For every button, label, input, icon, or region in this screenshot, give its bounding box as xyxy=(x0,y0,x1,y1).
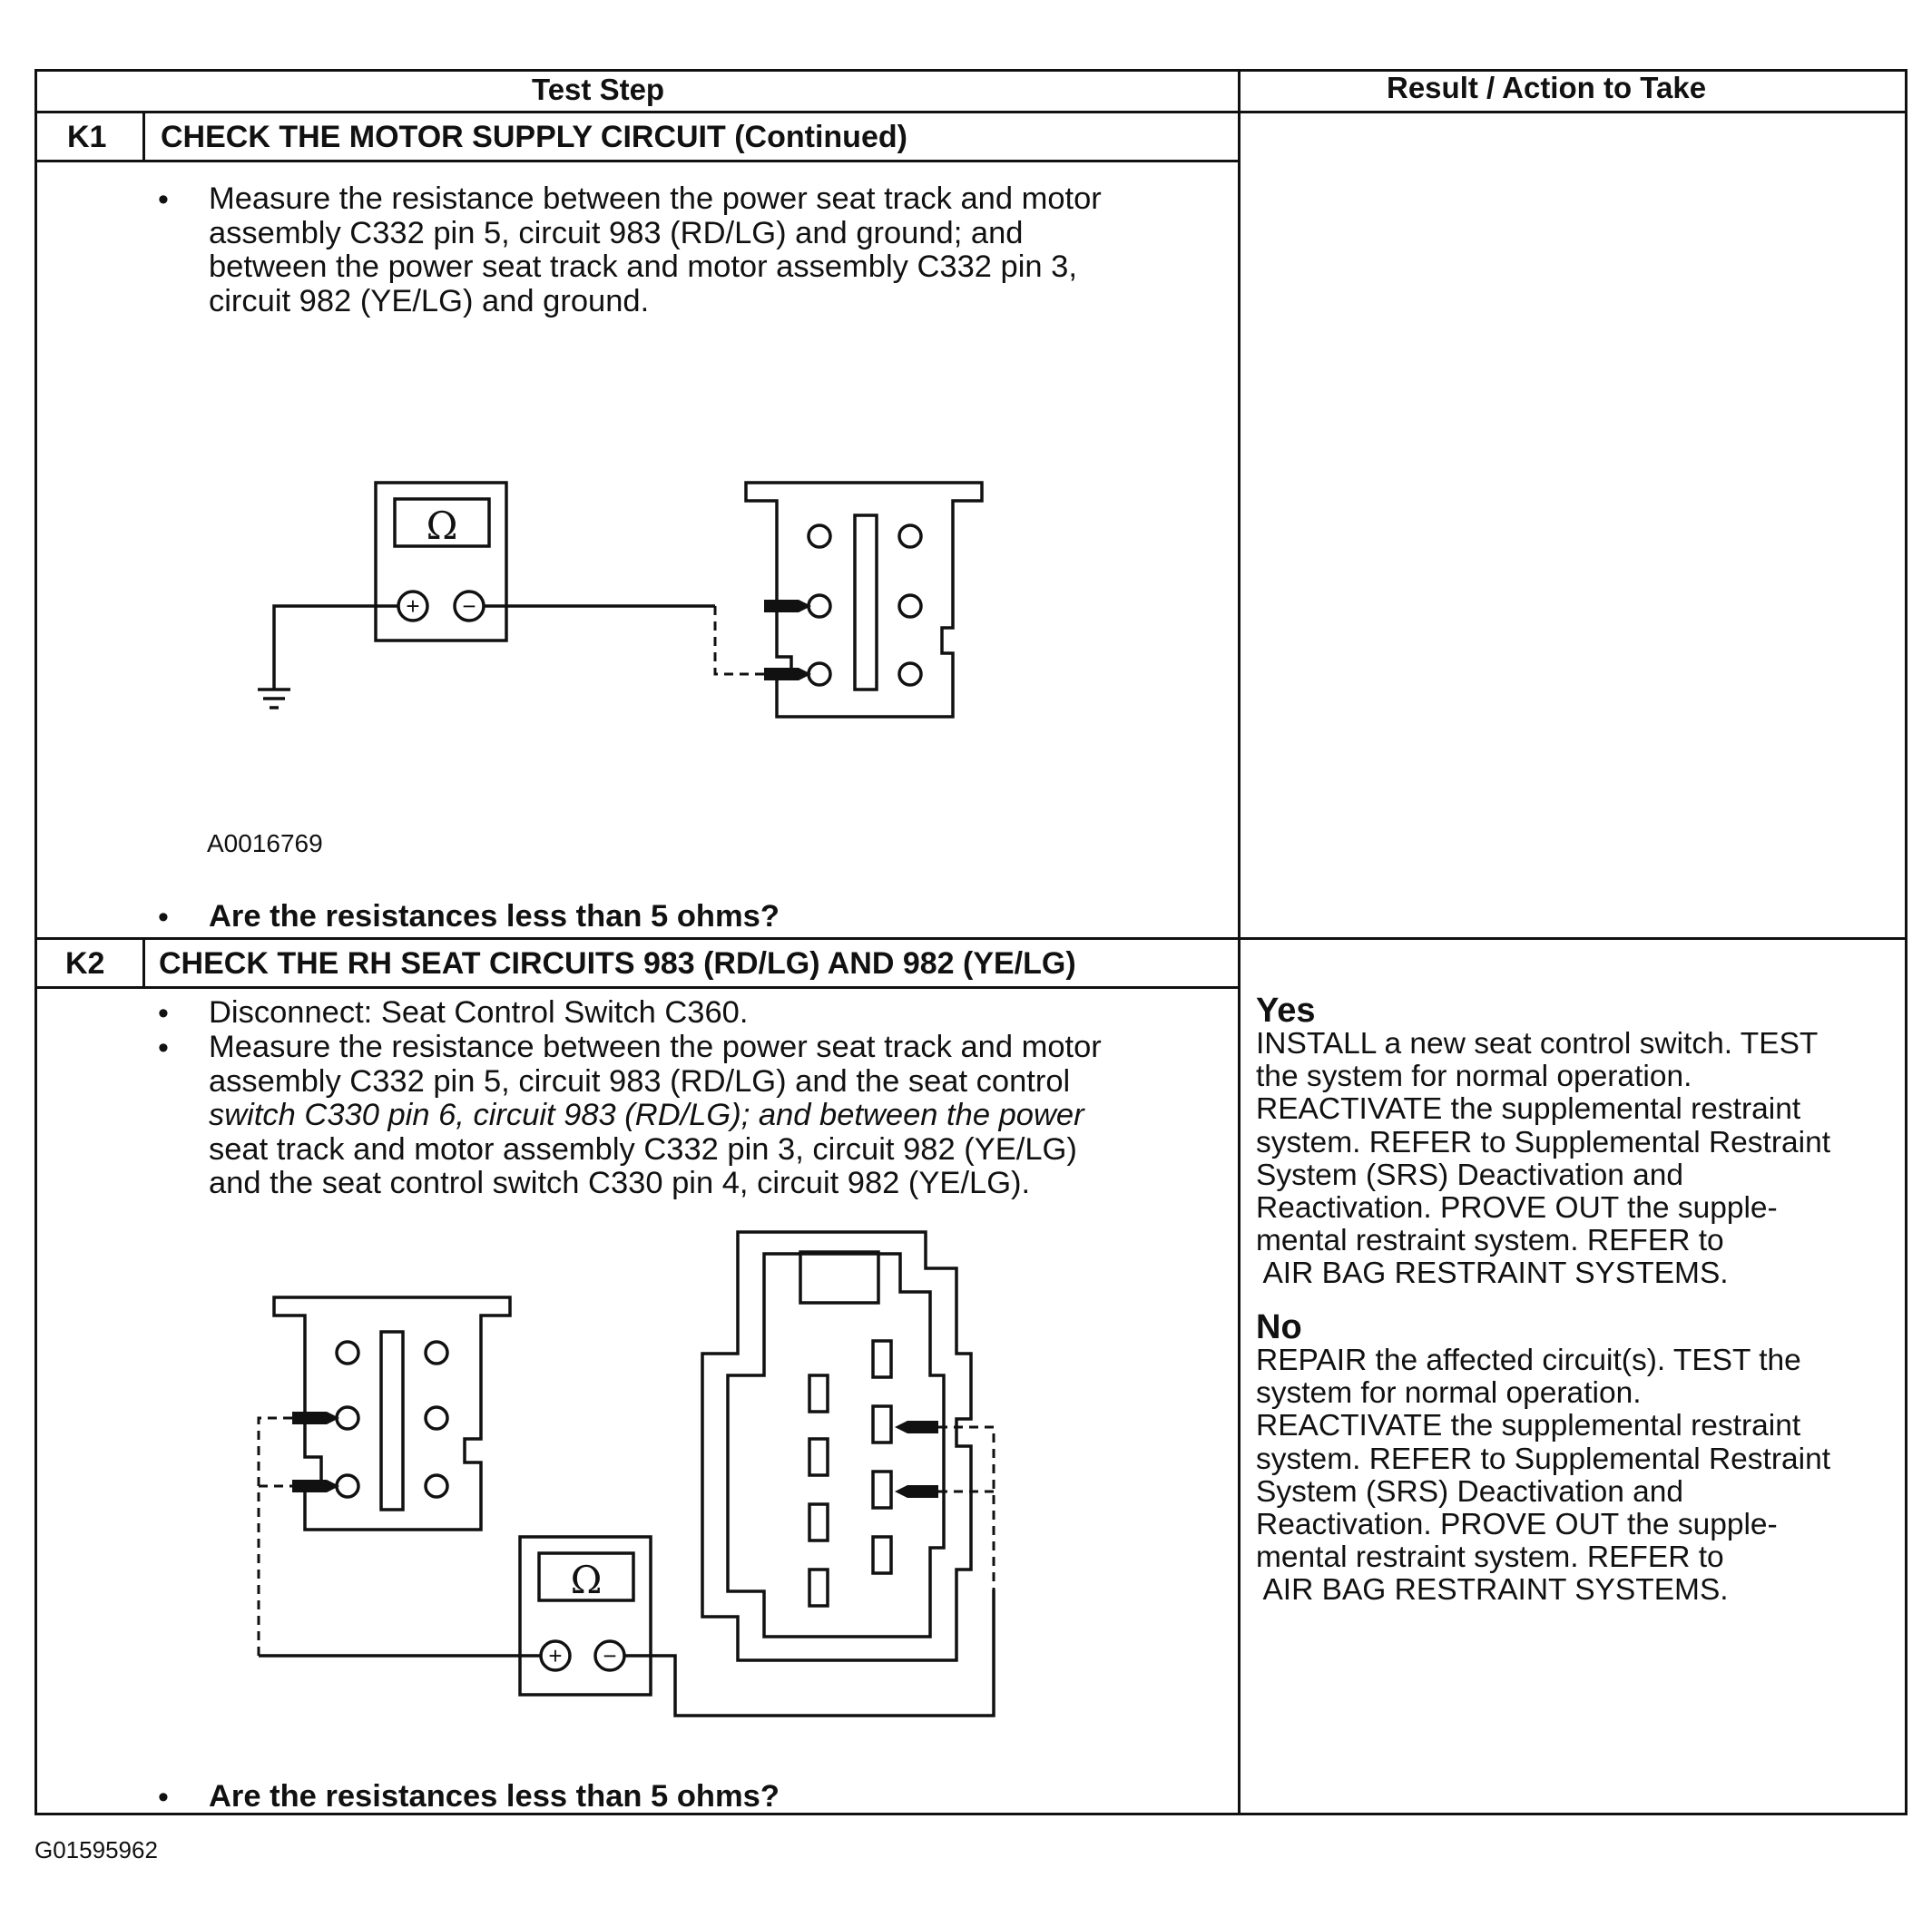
k1-instruction-line: between the power seat track and motor assembly C332 pin 3, xyxy=(209,249,1077,284)
k1-id-divider xyxy=(142,111,145,161)
ohm-symbol: Ω xyxy=(570,1558,603,1602)
k2-measure-instruction xyxy=(209,1031,1102,1201)
k1-instruction xyxy=(209,182,1102,318)
k2-instruction-line: Measure the resistance between the power seat track and motor xyxy=(209,1030,1102,1064)
k2-step-title: CHECK THE RH SEAT CIRCUITS 983 (RD/LG) AND 982 (YE/LG) xyxy=(159,946,1076,981)
no-action-line: system. REFER to Supplemental Restraint xyxy=(1256,1442,1831,1476)
k1-step-title: CHECK THE MOTOR SUPPLY CIRCUIT (Continued) xyxy=(161,120,907,154)
header-result-action: Result / Action to Take xyxy=(1387,71,1707,104)
column-divider xyxy=(1238,69,1241,1815)
no-action xyxy=(1256,1345,1830,1608)
k1-k2-divider xyxy=(34,937,1907,940)
k2-id-divider xyxy=(142,937,145,988)
no-action-line: Reactivation. PROVE OUT the supple- xyxy=(1256,1508,1778,1542)
k1-instruction-line: circuit 982 (YE/LG) and ground. xyxy=(209,283,650,318)
k2-instruction-line: seat track and motor assembly C332 pin 3, circuit 982 (YE/LG) xyxy=(209,1131,1077,1167)
header-test-step: Test Step xyxy=(532,73,665,106)
yes-action-line: INSTALL a new seat control switch. TEST xyxy=(1256,1027,1819,1061)
k2-instruction-line: switch C330 pin 6, circuit 983 (RD/LG); and between the power xyxy=(209,1098,1084,1132)
k2-step-id: K2 xyxy=(65,946,105,981)
k2-disconnect-instruction: Disconnect: Seat Control Switch C360. xyxy=(209,995,749,1030)
no-action-line: REACTIVATE the supplemental restraint xyxy=(1256,1409,1801,1443)
ohm-symbol: Ω xyxy=(426,504,458,548)
no-action-line: System (SRS) Deactivation and xyxy=(1256,1474,1684,1509)
minus-label: − xyxy=(603,1642,617,1669)
k1-figure-code: A0016769 xyxy=(207,829,323,857)
k2-bullet-question: • xyxy=(158,1780,169,1814)
k2-instruction-line: assembly C332 pin 5, circuit 983 (RD/LG) and the seat control xyxy=(209,1063,1071,1099)
k1-bullet-question: • xyxy=(158,900,169,934)
no-action-line: mental restraint system. REFER to xyxy=(1256,1540,1724,1575)
k2-bullet-2: • xyxy=(158,1031,169,1065)
yes-action-line: REACTIVATE the supplemental restraint xyxy=(1256,1092,1801,1127)
no-heading: No xyxy=(1256,1308,1302,1346)
yes-heading: Yes xyxy=(1256,992,1316,1030)
plus-label: + xyxy=(548,1642,563,1669)
no-action-line: REPAIR the affected circuit(s). TEST the xyxy=(1256,1344,1801,1377)
yes-action xyxy=(1256,1028,1830,1291)
yes-action-line: the system for normal operation. xyxy=(1256,1060,1692,1094)
k2-meter-diagram xyxy=(245,1225,1007,1724)
yes-action-line: Reactivation. PROVE OUT the supple- xyxy=(1256,1191,1778,1226)
yes-action-line: system. REFER to Supplemental Restraint xyxy=(1256,1125,1831,1159)
minus-label: − xyxy=(462,592,476,620)
k1-step-id: K1 xyxy=(67,120,107,154)
k1-bullet-1: • xyxy=(158,182,169,217)
no-action-line: system for normal operation. xyxy=(1256,1376,1642,1411)
k1-instruction-line: Measure the resistance between the power seat track and motor xyxy=(209,181,1102,216)
k2-bullet-1: • xyxy=(158,996,169,1031)
footer-code: G01595962 xyxy=(34,1836,158,1863)
yes-action-line: mental restraint system. REFER to xyxy=(1256,1224,1724,1258)
k1-meter-diagram xyxy=(245,472,998,735)
plus-label: + xyxy=(406,592,420,620)
k1-question: Are the resistances less than 5 ohms? xyxy=(209,899,780,934)
k2-question: Are the resistances less than 5 ohms? xyxy=(209,1779,780,1814)
k1-title-divider xyxy=(34,160,1240,162)
k2-title-divider xyxy=(34,986,1240,989)
header-divider xyxy=(34,111,1907,113)
no-action-line: AIR BAG RESTRAINT SYSTEMS. xyxy=(1256,1573,1729,1608)
k2-instruction-line: and the seat control switch C330 pin 4, circuit 982 (YE/LG). xyxy=(209,1166,1031,1200)
yes-action-line: AIR BAG RESTRAINT SYSTEMS. xyxy=(1256,1257,1729,1291)
k1-instruction-line: assembly C332 pin 5, circuit 983 (RD/LG) and ground; and xyxy=(209,215,1024,250)
yes-action-line: System (SRS) Deactivation and xyxy=(1256,1158,1684,1192)
